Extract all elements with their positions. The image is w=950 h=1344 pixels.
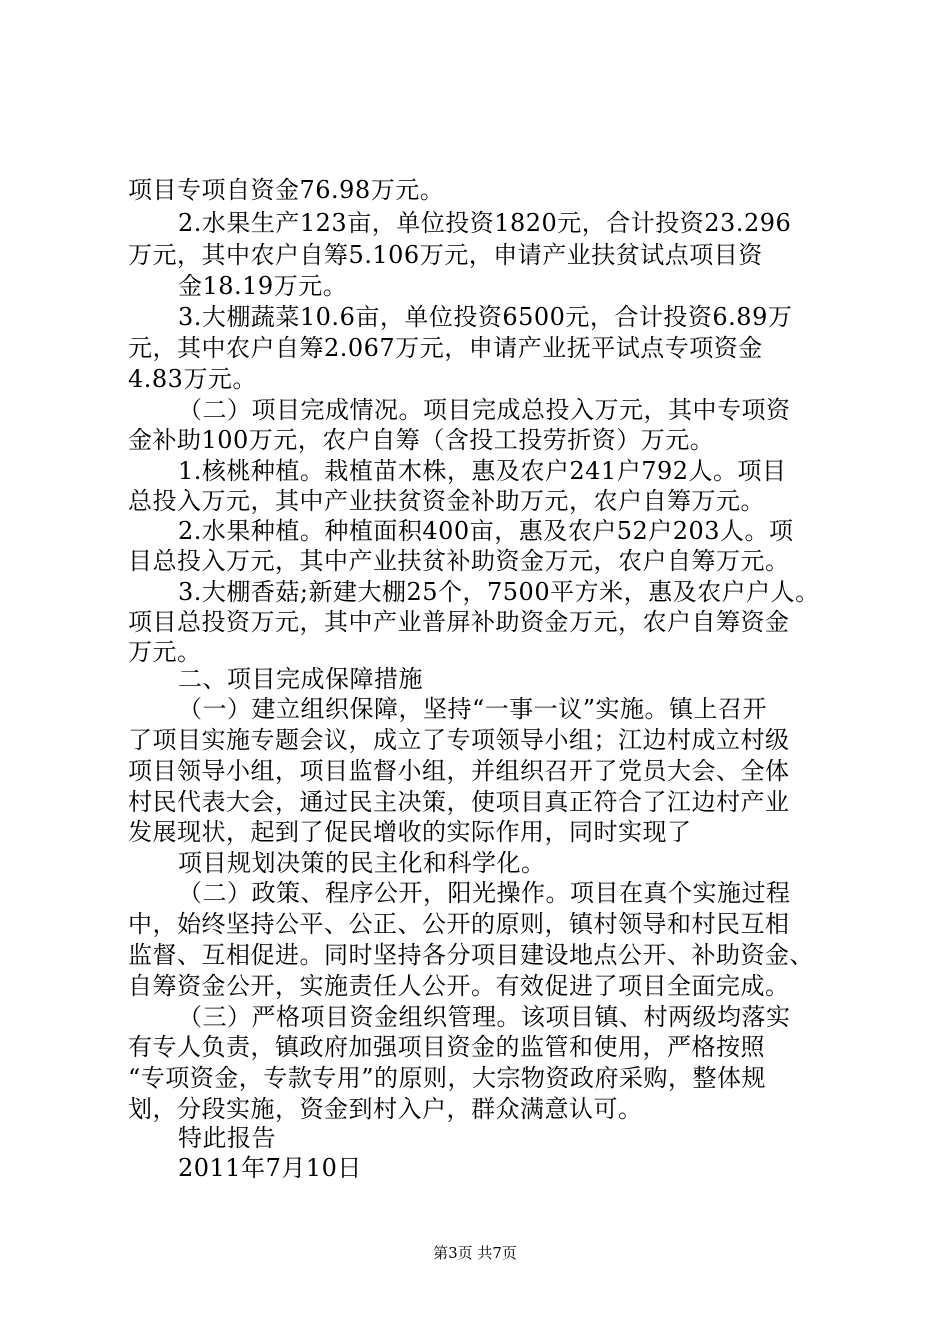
text-line: 4.83万元。 [128, 365, 257, 393]
text-line: 2.水果生产123亩，单位投资1820元，合计投资23.296 [178, 209, 792, 237]
closing-text: 特此报告 [178, 1124, 276, 1152]
text-line: 万元，其中农户自筹5.106万元，申请产业扶贫试点项目资 [128, 241, 763, 269]
text-line: 金补助100万元，农户自筹（含投工投劳折资）万元。 [128, 426, 715, 454]
text-line: 划，分段实施，资金到村入户，群众满意认可。 [128, 1095, 643, 1123]
text-line: 了项目实施专题会议，成立了专项领导小组；江边村成立村级 [128, 726, 790, 754]
text-line: 总投入万元，其中产业扶贫资金补助万元，农户自筹万元。 [128, 487, 765, 515]
text-line: 金18.19万元。 [178, 272, 348, 300]
text-line: （一）建立组织保障，坚持“一事一议”实施。镇上召开 [178, 695, 768, 723]
text-line: （三）严格项目资金组织管理。该项目镇、村两级均落实 [178, 1003, 791, 1031]
text-line: 目总投入万元，其中产业扶贫补助资金万元，农户自筹万元。 [128, 547, 790, 575]
text-line: （二）政策、程序公开，阳光操作。项目在真个实施过程 [178, 879, 791, 907]
text-line: 自筹资金公开，实施责任人公开。有效促进了项目全面完成。 [128, 972, 790, 1000]
text-line: （二）项目完成情况。项目完成总投入万元，其中专项资 [178, 396, 791, 424]
text-line: 2.水果种植。种植面积400亩，惠及农户52户203人。项 [178, 517, 794, 545]
text-line: 3.大棚蔬菜10.6亩，单位投资6500元，合计投资6.89万 [178, 303, 793, 331]
text-line: 发展现状，起到了促民增收的实际作用，同时实现了 [128, 818, 692, 846]
page-number: 第3页 共7页 [433, 1244, 517, 1262]
text-line: 万元。 [128, 638, 202, 666]
text-line: 1.核桃种植。栽植苗木株，惠及农户241户792人。项目 [178, 457, 787, 485]
report-date: 2011年7月10日 [178, 1154, 362, 1182]
text-line: 3.大棚香菇;新建大棚25个，7500平方米，惠及农户户人。 [178, 578, 820, 606]
text-line: 有专人负责，镇政府加强项目资金的监管和使用，严格按照 [128, 1033, 765, 1061]
text-line: 元，其中农户自筹2.067万元，申请产业抚平试点专项资金 [128, 334, 763, 362]
text-line: 项目规划决策的民主化和科学化。 [178, 849, 546, 877]
text-line: 项目总投资万元，其中产业普屏补助资金万元，农户自筹资金 [128, 608, 790, 636]
text-line: 中，始终坚持公平、公正、公开的原则，镇村领导和村民互相 [128, 910, 790, 938]
section-heading: 二、项目完成保障措施 [178, 665, 423, 693]
text-line: 项目专项自资金76.98万元。 [128, 176, 445, 204]
text-line: 村民代表大会，通过民主决策，使项目真正符合了江边村产业 [128, 788, 790, 816]
text-line: “专项资金，专款专用”的原则，大宗物资政府采购，整体规 [128, 1064, 767, 1092]
text-line: 监督、互相促进。同时坚持各分项目建设地点公开、补助资金、 [128, 941, 814, 969]
text-line: 项目领导小组，项目监督小组，并组织召开了党员大会、全体 [128, 757, 790, 785]
